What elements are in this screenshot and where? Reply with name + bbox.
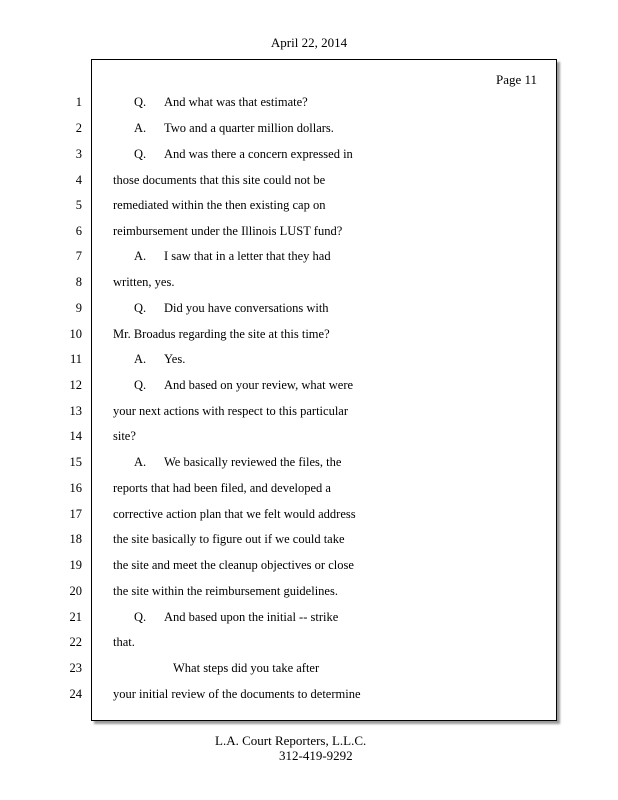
line-text: [113, 144, 353, 164]
transcript-line: [0, 452, 618, 472]
line-content: reimbursement under the Illinois LUST fund?: [113, 224, 343, 238]
line-number: 23: [69, 661, 82, 675]
line-content: that.: [113, 635, 135, 649]
transcript-line: [0, 375, 618, 395]
footer-phone: 312-419-9292: [279, 748, 353, 763]
line-number: 21: [69, 610, 82, 624]
line-text: [113, 349, 185, 369]
line-number: 20: [69, 584, 82, 598]
qa-marker: A.: [134, 249, 147, 263]
line-number: 12: [69, 378, 82, 392]
transcript-line: [0, 221, 618, 241]
line-number: 18: [69, 532, 82, 546]
line-content: site?: [113, 429, 136, 443]
line-number: 4: [75, 173, 82, 187]
line-content: Did you have conversations with: [164, 301, 329, 315]
transcript-line: [0, 246, 618, 266]
transcript-line: [0, 478, 618, 498]
line-content: the site and meet the cleanup objectives or close: [113, 558, 354, 572]
header-date: April 22, 2014: [270, 35, 348, 50]
line-text: [113, 452, 341, 472]
transcript-line: [0, 581, 618, 601]
line-number: 22: [69, 635, 82, 649]
line-text: [113, 375, 353, 395]
qa-marker: A.: [134, 455, 147, 469]
transcript-line: [0, 92, 618, 112]
transcript-line: [0, 426, 618, 446]
line-content: And based on your review, what were: [164, 378, 354, 392]
qa-marker: Q.: [134, 301, 147, 315]
transcript-line: [0, 144, 618, 164]
qa-marker: A.: [134, 121, 147, 135]
line-number: 2: [75, 121, 82, 135]
line-number: 6: [75, 224, 82, 238]
line-content: What steps did you take after: [173, 661, 320, 675]
line-content: Two and a quarter million dollars.: [164, 121, 334, 135]
transcript-line: [0, 324, 618, 344]
transcript-line: [0, 298, 618, 318]
transcript-line: [0, 555, 618, 575]
line-number: 19: [69, 558, 82, 572]
transcript-line: [0, 684, 618, 704]
line-number: 3: [75, 147, 82, 161]
transcript-line: [0, 195, 618, 215]
transcript-line: [0, 401, 618, 421]
line-number: 11: [69, 352, 82, 366]
line-content: I saw that in a letter that they had: [164, 249, 331, 263]
line-number: 17: [69, 507, 82, 521]
line-content: And based upon the initial -- strike: [164, 610, 339, 624]
line-content: corrective action plan that we felt would address: [113, 507, 356, 521]
line-content: those documents that this site could not be: [113, 173, 326, 187]
transcript-line: [0, 118, 618, 138]
line-content: remediated within the then existing cap on: [113, 198, 326, 212]
line-text: [113, 118, 334, 138]
qa-marker: Q.: [134, 95, 147, 109]
line-content: And what was that estimate?: [164, 95, 308, 109]
line-text: [113, 607, 338, 627]
line-text: [113, 246, 331, 266]
line-number: 24: [69, 687, 82, 701]
qa-marker: Q.: [134, 147, 147, 161]
transcript-line: [0, 658, 618, 678]
line-content: We basically reviewed the files, the: [164, 455, 342, 469]
line-number: 10: [69, 327, 82, 341]
line-text: [113, 92, 308, 112]
line-text: [113, 298, 329, 318]
line-number: 7: [75, 249, 82, 263]
transcript-line: [0, 607, 618, 627]
line-number: 9: [75, 301, 82, 315]
line-content: your initial review of the documents to determine: [113, 687, 361, 701]
page-number: Page 11: [496, 72, 538, 87]
transcript-line: [0, 349, 618, 369]
line-content: your next actions with respect to this particular: [113, 404, 349, 418]
line-number: 14: [69, 429, 82, 443]
line-content: Mr. Broadus regarding the site at this time?: [113, 327, 330, 341]
qa-marker: Q.: [134, 378, 147, 392]
line-number: 16: [69, 481, 82, 495]
line-content: Yes.: [164, 352, 186, 366]
footer-company: L.A. Court Reporters, L.L.C.: [215, 733, 367, 748]
line-number: 13: [69, 404, 82, 418]
line-number: 15: [69, 455, 82, 469]
transcript-line: [0, 632, 618, 652]
transcript-line: [0, 170, 618, 190]
line-content: reports that had been filed, and developed a: [113, 481, 331, 495]
line-number: 5: [75, 198, 82, 212]
transcript-line: [0, 272, 618, 292]
line-number: 1: [75, 95, 82, 109]
transcript-line: [0, 504, 618, 524]
qa-marker: A.: [134, 352, 147, 366]
line-content: the site within the reimbursement guidelines.: [113, 584, 338, 598]
line-content: the site basically to figure out if we could take: [113, 532, 345, 546]
line-content: written, yes.: [113, 275, 175, 289]
line-number: 8: [75, 275, 82, 289]
transcript-line: [0, 529, 618, 549]
qa-marker: Q.: [134, 610, 147, 624]
line-content: And was there a concern expressed in: [164, 147, 353, 161]
